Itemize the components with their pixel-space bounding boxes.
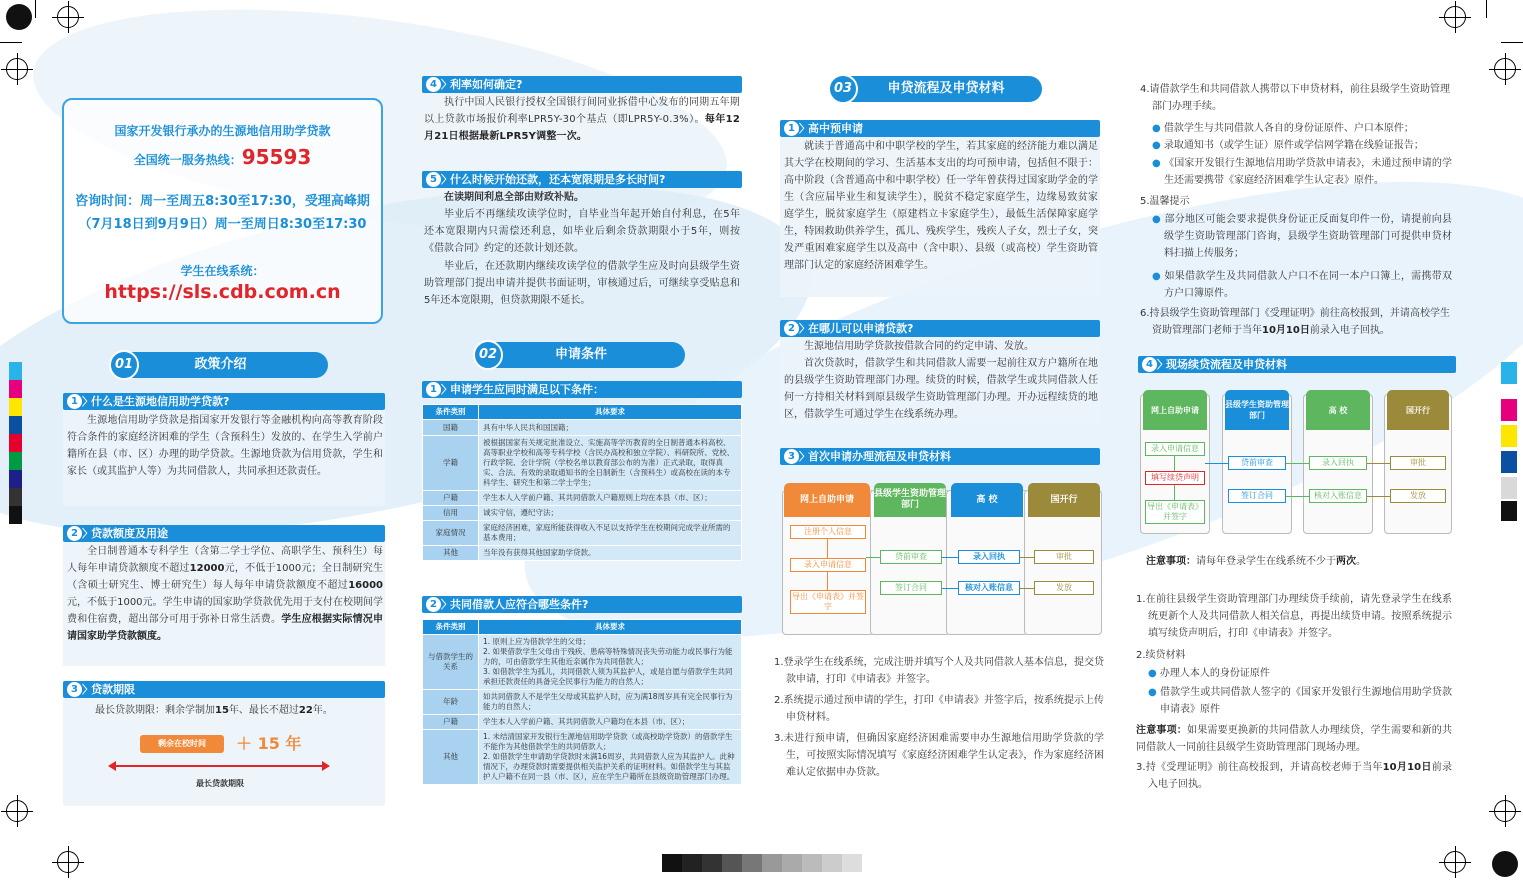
table-cell-value: 学生本人入学前户籍、其共同借款人户籍均在本县（市、区）； bbox=[479, 715, 742, 730]
corner-line bbox=[1501, 42, 1523, 43]
s3c1-body: 就读于普通高中和中职学校的学生，若其家庭的经济能力难以满足其大学在校期间的学习、生活基本支出的均可预申请，包括但不限于：高中阶段（含普通高中和中职学校）任一学年曾获得过国家助学金的学生（含应届毕业生和复读学生），脱贫不稳定家庭学生，边缘易致贫家庭学生，脱贫家庭学生（原建档立卡家庭学生），最低生活保障家庭学生，特困救助供养学生，孤儿、残疾学生，残疾人子女，烈士子女，突发严重困难家庭学生以及高中（含中职）、县级（或高校）学生资助管理部门认定的家庭经济困难学生。 bbox=[784, 141, 1098, 271]
section-number: 02 bbox=[473, 340, 503, 370]
table-row bbox=[423, 491, 742, 506]
flow-step: 签订合同 bbox=[1228, 489, 1286, 503]
remaining-time-pill: 剩余在校时间 bbox=[140, 735, 224, 753]
grayscale-step bbox=[802, 854, 822, 872]
registration-mark bbox=[1494, 58, 1516, 80]
table-row bbox=[423, 546, 742, 561]
color-bar bbox=[9, 434, 22, 452]
q4-bold: 每年12月21日根据最新LPR5Y调整一次。 bbox=[424, 114, 740, 142]
table-cell-value: 1. 原则上应为借款学生的父母； 2. 如果借款学生父母由于残疾、患病等特殊情况丧失劳动能力或民事行为能力的，可由借款学生其他近亲属作为共同借款人； 3. 如借款学生为孤儿，共同借款人须为其监护人，或是自愿与借款学生共同承担还款责任的具备完全民事行为能力的自然人； bbox=[479, 635, 742, 690]
bullet-text: 如果借款学生及共同借款人户口不在同一本户口簿上，需携带双方户口簿原件。 bbox=[1164, 271, 1453, 299]
color-bar bbox=[9, 398, 22, 416]
chevron-icon: 〉 bbox=[441, 173, 452, 186]
step-date: 10月10日 bbox=[1382, 762, 1432, 773]
first-apply-flowchart bbox=[782, 480, 1102, 635]
flow-step: 贷前审查 bbox=[880, 550, 942, 564]
q1-body: 生源地信用助学贷款是指国家开发银行等金融机构向高等教育阶段符合条件的家庭经济困难的学生（含预科生）发放的、在学生入学前户籍所在县（市、区）办理的助学贷款。生源地贷款为信用贷款，学生和家长（或其监护人等）为共同借款人，共同承担还款责任。 bbox=[67, 415, 383, 477]
renewal-bullet bbox=[1148, 665, 1452, 682]
q5-bold: 在读期间利息全部由财政补贴。 bbox=[444, 192, 584, 203]
flow-step: 录入申请信息 bbox=[790, 558, 866, 572]
term-arrow-label: 最长贷款期限 bbox=[196, 779, 244, 788]
s3c2-para-2: 首次贷款时，借款学生和共同借款人需要一起前往双方户籍所在地的县级学生资助管理部门办理。续贷的时候，借款学生或共同借款人任何一方持相关材料到原县级学生资助管理部门办理。开办远程续贷的地区，借款学生可通过学生在线系统办理。 bbox=[784, 358, 1098, 420]
table-row bbox=[423, 690, 742, 715]
hotline-line bbox=[64, 142, 381, 173]
student-conditions-table bbox=[422, 404, 742, 561]
s3c1-title: 高中预申请 bbox=[808, 122, 863, 135]
table-row bbox=[423, 715, 742, 730]
grayscale-step bbox=[762, 854, 782, 872]
table-row bbox=[423, 635, 742, 690]
q3-body bbox=[95, 702, 381, 719]
note-bold: 两次 bbox=[1336, 556, 1356, 567]
grayscale-step bbox=[782, 854, 802, 872]
note-text: 。 bbox=[1356, 556, 1366, 567]
renewal-step-2: 2.续贷材料 bbox=[1136, 650, 1186, 661]
flow-step: 核对入账信息 bbox=[958, 581, 1020, 595]
table-cell-value: 1. 未结清国家开发银行生源地信用助学贷款（或高校助学贷款）的借款学生不能作为其他借款学生的共同借款人； 2. 如借款学生申请助学贷款时未满16周岁，共同借款人应为其监护人。此种情况下，办理贷款时需要提供相关监护关系的证明材料。如借款学生与其监护人户籍不在同一县（市、区），应在学生户籍所在县级资助管理部门办理。 bbox=[479, 730, 742, 785]
bullet-text: 录取通知书（或学生证）原件或学信网学籍在线验证报告； bbox=[1163, 140, 1424, 151]
bullet-icon: ● bbox=[1148, 687, 1161, 698]
s3c2-para-1: 生源地信用助学贷款按借款合同的约定申请、发放。 bbox=[804, 341, 1034, 352]
section-title: 申贷流程及申贷材料 bbox=[887, 81, 1005, 96]
q2-title: 贷款额度及用途 bbox=[91, 527, 168, 540]
q2-amount-1: 12000 bbox=[189, 563, 225, 574]
q4-number: 4 bbox=[426, 77, 441, 92]
flow-connector bbox=[1367, 463, 1390, 464]
bullet-text: 借款学生或共同借款人签字的《国家开发银行生源地信用助学贷款申请表》原件 bbox=[1160, 687, 1453, 715]
flow-connector bbox=[827, 572, 828, 590]
renewal-bullet bbox=[1148, 684, 1452, 718]
q5-header bbox=[422, 171, 742, 188]
grayscale-step bbox=[822, 854, 842, 872]
renewal-header bbox=[1138, 356, 1456, 373]
bullet-icon: ● bbox=[1152, 271, 1165, 282]
step-5-bullet bbox=[1152, 268, 1452, 302]
flow-header: 县级学生资助管理部门 bbox=[874, 483, 946, 517]
color-bar bbox=[9, 470, 22, 488]
flow-connector bbox=[942, 588, 958, 589]
chevron-icon: 〉 bbox=[799, 450, 810, 463]
color-bar bbox=[9, 506, 22, 524]
arrow-right-icon bbox=[322, 761, 330, 771]
flow-step: 审批 bbox=[1034, 550, 1094, 564]
flow-step: 核对入账信息 bbox=[1309, 489, 1367, 503]
hotline-label: 全国统一服务热线： bbox=[133, 153, 242, 167]
renewal-note bbox=[1136, 722, 1452, 756]
q4-body bbox=[424, 94, 740, 145]
color-bar bbox=[1501, 362, 1517, 384]
s3c3-number: 3 bbox=[784, 449, 799, 464]
q3-text: 最长贷款期限：剩余学制加 bbox=[95, 705, 215, 716]
c2-header bbox=[422, 596, 742, 613]
renewal-flowchart bbox=[1140, 390, 1460, 535]
flow-step: 导出《申请表》并签字 bbox=[790, 590, 866, 614]
color-bar bbox=[9, 380, 22, 398]
chevron-icon: 〉 bbox=[441, 383, 452, 396]
s3c2-header bbox=[780, 320, 1100, 337]
chevron-icon: 〉 bbox=[82, 683, 93, 696]
c2-title: 共同借款人应符合哪些条件? bbox=[450, 598, 589, 611]
table-cell-value: 具有中华人民共和国国籍； bbox=[479, 420, 742, 436]
renewal-number: 4 bbox=[1142, 357, 1157, 372]
s3c3-title: 首次申请办理流程及申贷材料 bbox=[808, 450, 951, 463]
renewal-step-1: 1.在前往县级学生资助管理部门办理续贷手续前，请先登录学生在线系统更新个人及共同借款人相关信息，再提出续贷申请。按照系统提示填写续贷声明后，打印《申请表》并签字。 bbox=[1136, 594, 1452, 639]
table-row bbox=[423, 521, 742, 546]
renewal-step-3 bbox=[1136, 759, 1452, 793]
color-bar bbox=[1501, 399, 1517, 421]
table-header: 具体要求 bbox=[479, 620, 742, 635]
table-cell-value: 如共同借款人不是学生父母或其监护人时，应为满18周岁具有完全民事行为能力的自然人； bbox=[479, 690, 742, 715]
annual-login-note bbox=[1146, 553, 1456, 570]
step-5-bullet bbox=[1152, 211, 1452, 262]
corner-line bbox=[0, 42, 22, 43]
registration-mark bbox=[57, 851, 79, 873]
table-row bbox=[423, 506, 742, 521]
s3c3-header bbox=[780, 448, 1100, 465]
q4-title: 利率如何确定? bbox=[450, 78, 523, 91]
renewal-title: 现场续贷流程及申贷材料 bbox=[1166, 358, 1287, 371]
q2-body bbox=[67, 543, 383, 645]
q3-years-1: 15 bbox=[215, 705, 229, 716]
bullet-icon: ● bbox=[1152, 123, 1164, 134]
corner-dot bbox=[6, 4, 32, 30]
flow-connector bbox=[866, 557, 880, 558]
color-bar bbox=[1501, 425, 1517, 447]
corner-dot bbox=[1492, 851, 1518, 877]
grayscale-step bbox=[722, 854, 742, 872]
corner-line bbox=[1486, 0, 1487, 18]
flow-header: 国开行 bbox=[1387, 390, 1449, 430]
hours-line-2: （7月18日到9月9日）周一至周日8:30至17:30 bbox=[78, 217, 367, 232]
hotline-title: 国家开发银行承办的生源地信用助学贷款 bbox=[114, 124, 331, 138]
q4-text: 执行中国人民银行授权全国银行间同业拆借中心发布的同期五年期以上贷款市场报价利率LPR5Y-30个基点（即LPR5Y-0.3%）。 bbox=[424, 97, 740, 125]
table-cell-value: 当年没有获得其他国家助学贷款。 bbox=[479, 546, 742, 561]
q2-text: 元，不低于1000元。学生申请的国家助学贷款优先用于支付在校期间学费和住宿费，超出部分可用于弥补日常生活费。 bbox=[67, 597, 383, 625]
flow-step-text-3: 3.未进行预申请，但确因家庭经济困难需要申办生源地信用助学贷款的学生，可按照实际情况填写《家庭经济困难学生认定表》，作为家庭经济困难认定依据申办贷款。 bbox=[774, 733, 1104, 778]
flow-step: 发放 bbox=[1034, 581, 1094, 595]
bullet-text: 部分地区可能会要求提供身份证正反面复印件一份，请提前向县级学生资助管理部门咨询，县级学生资助管理部门可提供申贷材料扫描上传服务； bbox=[1164, 214, 1453, 259]
flow-header: 网上自助申请 bbox=[784, 483, 870, 517]
table-cell-value: 被根据国家有关规定批准设立、实施高等学历教育的全日制普通本科高校、高等职业学校和高等专科学校（含民办高校和独立学院）、科研院所、党校、行政学院、会计学院（学校名单以教育部公布的为准）正式录取，取得真实、合法、有效的录取通知书的全日制新生（含预科生）或高校在读的本专科学生、研究生和第二学士学生； bbox=[479, 436, 742, 491]
co-borrower-table bbox=[422, 619, 742, 785]
chevron-icon: 〉 bbox=[799, 322, 810, 335]
flow-step: 签订合同 bbox=[880, 581, 942, 595]
bullet-icon: ● bbox=[1152, 140, 1164, 151]
step-4-bullet bbox=[1152, 137, 1452, 154]
flow-connector bbox=[1020, 557, 1034, 558]
registration-mark bbox=[1444, 851, 1466, 873]
q5-para-1: 毕业后不再继续攻读学位时，自毕业当年起开始自付利息，在5年还本宽限期内只需偿还利息，如毕业后剩余贷款期限小于5年，则按《借款合同》约定的还款计划还款。 bbox=[424, 209, 740, 254]
chevron-icon: 〉 bbox=[799, 122, 810, 135]
q1-title: 什么是生源地信用助学贷款? bbox=[91, 395, 230, 408]
flow-connector bbox=[827, 539, 828, 558]
step-text: 3.持《受理证明》前往高校报到，并请高校老师于当年 bbox=[1136, 762, 1383, 773]
flow-connector bbox=[1174, 485, 1175, 500]
table-cell-key: 信用 bbox=[423, 506, 479, 521]
note-text: 如果需要更换新的共同借款人办理续贷，学生需要和新的共同借款人一同前往县级学生资助管理部门现场办理。 bbox=[1136, 725, 1452, 753]
color-bar bbox=[1501, 477, 1517, 499]
q1-number: 1 bbox=[67, 394, 82, 409]
flow-connector bbox=[1286, 463, 1309, 464]
q5-para-2: 毕业后，在还款期内继续攻读学位的借款学生应及时向县级学生资助管理部门提出申请并提供书面证明，审核通过后，可继续享受贴息和5年还本宽限期，但贷款期限不延长。 bbox=[424, 261, 740, 306]
hotline-box bbox=[62, 98, 383, 324]
q3-header bbox=[63, 681, 385, 698]
flow-header: 高 校 bbox=[1306, 390, 1370, 430]
table-cell-key: 其他 bbox=[423, 546, 479, 561]
step-5: 5.温馨提示 bbox=[1140, 196, 1190, 207]
step-6-date: 10月10日 bbox=[1262, 325, 1310, 336]
table-cell-value: 诚实守信，遵纪守法； bbox=[479, 506, 742, 521]
chevron-icon: 〉 bbox=[82, 527, 93, 540]
flow-step: 发放 bbox=[1390, 489, 1446, 503]
q3-number: 3 bbox=[67, 682, 82, 697]
chevron-icon: 〉 bbox=[82, 395, 93, 408]
table-row bbox=[423, 436, 742, 491]
q2-text: 全日制普通本专科学生（含第二学士学位、高职学生、预科生）每人每年申请贷款额度不超过 bbox=[67, 546, 383, 574]
step-6-text: 前录入电子回执。 bbox=[1309, 325, 1390, 336]
flow-header: 网上自助申请 bbox=[1143, 390, 1207, 430]
q3-years-2: 22 bbox=[298, 705, 313, 716]
section-01-header bbox=[113, 352, 328, 378]
bullet-icon: ● bbox=[1152, 158, 1165, 169]
s3c1-number: 1 bbox=[784, 121, 799, 136]
q3-title: 贷款期限 bbox=[91, 683, 135, 696]
registration-mark bbox=[6, 800, 28, 822]
chevron-icon: 〉 bbox=[1157, 358, 1168, 371]
c1-title: 申请学生应同时满足以下条件： bbox=[450, 383, 604, 396]
flow-header: 县级学生资助管理部门 bbox=[1225, 390, 1289, 430]
table-cell-value: 家庭经济困难，家庭所能获得收入不足以支持学生在校期间完成学业所需的基本费用； bbox=[479, 521, 742, 546]
step-text: 前录入电子回执。 bbox=[1148, 762, 1452, 790]
bullet-text: 办理人本人的身份证原件 bbox=[1159, 668, 1270, 679]
flow-header: 高 校 bbox=[951, 483, 1023, 517]
q5-number: 5 bbox=[426, 172, 441, 187]
s3c2-number: 2 bbox=[784, 321, 799, 336]
table-cell-key: 户籍 bbox=[423, 491, 479, 506]
flow-step-text-1: 1.登录学生在线系统，完成注册并填写个人及共同借款人基本信息，提交贷款申请，打印《申请表》并签字。 bbox=[774, 657, 1104, 685]
registration-mark bbox=[57, 6, 79, 28]
flow-header: 国开行 bbox=[1028, 483, 1100, 517]
corner-line bbox=[35, 0, 36, 18]
system-url[interactable]: https://sls.cdb.com.cn bbox=[104, 281, 341, 303]
color-bar bbox=[9, 416, 22, 434]
step-6 bbox=[1140, 305, 1450, 339]
table-cell-value: 学生本人入学前户籍、其共同借款人户籍原则上均在本县（市、区）； bbox=[479, 491, 742, 506]
table-row bbox=[423, 420, 742, 436]
flow-step: 录入申请信息 bbox=[1145, 442, 1205, 456]
bullet-text: 借款学生与共同借款人各自的身份证原件、户口本原件； bbox=[1163, 123, 1414, 134]
grayscale-step bbox=[682, 854, 702, 872]
note-text: 请每年登录学生在线系统不少于 bbox=[1196, 556, 1336, 567]
section-02-header bbox=[477, 342, 685, 368]
color-bar bbox=[9, 452, 22, 470]
grayscale-step bbox=[702, 854, 722, 872]
flow-step: 贷前审查 bbox=[1228, 456, 1286, 470]
q1-header bbox=[63, 393, 385, 410]
table-cell-key: 户籍 bbox=[423, 715, 479, 730]
flow-step-text-2: 2.系统提示通过预申请的学生，打印《申请表》并签字后，按系统提示上传申贷材料。 bbox=[774, 695, 1104, 723]
s3c2-title: 在哪儿可以申请贷款? bbox=[808, 322, 914, 335]
section-title: 申请条件 bbox=[554, 347, 607, 362]
q2-text: 元，不低于1000元；全日制研究生（含硕士研究生、博士研究生）每人每年申请贷款额度不超过 bbox=[67, 563, 383, 591]
flow-connector bbox=[1367, 496, 1390, 497]
bullet-text: 《国家开发银行生源地信用助学贷款申请表》，未通过预申请的学生还需要携带《家庭经济困难学生认定表》原件。 bbox=[1164, 158, 1453, 186]
table-cell-key: 年龄 bbox=[423, 690, 479, 715]
color-bar bbox=[1501, 501, 1517, 521]
q3-text: 年、最长不超过 bbox=[228, 705, 299, 716]
arrow-left-icon bbox=[108, 761, 116, 771]
table-cell-key: 与借款学生的关系 bbox=[423, 635, 479, 690]
flow-step: 审批 bbox=[1390, 456, 1446, 470]
q3-text: 年。 bbox=[312, 705, 333, 716]
color-bar bbox=[1501, 451, 1517, 473]
q2-number: 2 bbox=[67, 526, 82, 541]
q4-header bbox=[422, 76, 742, 93]
section-title: 政策介绍 bbox=[194, 357, 247, 372]
c1-number: 1 bbox=[426, 382, 441, 397]
step-4-bullet bbox=[1152, 120, 1452, 137]
note-label: 注意事项： bbox=[1146, 556, 1196, 567]
section-number: 03 bbox=[828, 74, 858, 104]
flow-connector bbox=[1174, 456, 1175, 471]
table-cell-key: 学籍 bbox=[423, 436, 479, 491]
grayscale-step bbox=[662, 854, 682, 872]
bullet-icon: ● bbox=[1152, 214, 1165, 225]
table-cell-key: 国籍 bbox=[423, 420, 479, 436]
table-cell-key: 家庭情况 bbox=[423, 521, 479, 546]
s3c1-header bbox=[780, 120, 1100, 137]
q2-header bbox=[63, 525, 385, 542]
hotline-number: 95593 bbox=[241, 145, 312, 169]
registration-mark bbox=[1444, 6, 1466, 28]
registration-mark bbox=[1494, 800, 1516, 822]
color-bar bbox=[9, 362, 22, 380]
table-row bbox=[423, 730, 742, 785]
flow-connector bbox=[942, 557, 958, 558]
section-number: 01 bbox=[109, 350, 139, 380]
table-header: 条件类别 bbox=[423, 620, 479, 635]
grayscale-step bbox=[842, 854, 862, 872]
flow-step: 录入回执 bbox=[958, 550, 1020, 564]
chevron-icon: 〉 bbox=[441, 78, 452, 91]
registration-mark bbox=[6, 58, 28, 80]
c1-header bbox=[422, 381, 742, 398]
note-label: 注意事项： bbox=[1136, 725, 1187, 736]
hours-line-1: 咨询时间：周一至周五8:30至17:30，受理高峰期 bbox=[75, 194, 370, 209]
color-bar bbox=[9, 488, 22, 506]
q2-bold: 学生应根据实际情况申请国家助学贷款额度。 bbox=[67, 614, 384, 642]
system-label: 学生在线系统： bbox=[180, 264, 265, 278]
grayscale-step bbox=[742, 854, 762, 872]
q2-amount-2: 16000 bbox=[348, 580, 383, 591]
term-arrow bbox=[110, 765, 325, 767]
table-cell-key: 其他 bbox=[423, 730, 479, 785]
table-header: 具体要求 bbox=[479, 405, 742, 420]
section-03-header bbox=[832, 76, 1042, 102]
flow-connector bbox=[1205, 463, 1228, 464]
bullet-icon: ● bbox=[1148, 668, 1160, 679]
step-6-text: 6.持县级学生资助管理部门《受理证明》前往高校报到，并请高校学生资助管理部门老师于当年 bbox=[1140, 308, 1450, 336]
chevron-icon: 〉 bbox=[441, 598, 452, 611]
flow-step: 录入回执 bbox=[1309, 456, 1367, 470]
flow-connector bbox=[1020, 588, 1034, 589]
flow-connector bbox=[1286, 496, 1309, 497]
step-4-bullet bbox=[1152, 155, 1452, 189]
table-header: 条件类别 bbox=[423, 405, 479, 420]
q5-title: 什么时候开始还款，还本宽限期是多长时间? bbox=[450, 173, 666, 186]
step-4: 4.请借款学生和共同借款人携带以下申贷材料，前往县级学生资助管理部门办理手续。 bbox=[1140, 84, 1450, 112]
flow-step: 导出《申请表》并签字 bbox=[1145, 500, 1205, 524]
c2-number: 2 bbox=[426, 597, 441, 612]
flow-step: 注册个人信息 bbox=[790, 525, 866, 539]
flow-step: 填写续贷声明 bbox=[1145, 471, 1205, 485]
plus-15-years: ＋ 15 年 bbox=[236, 734, 302, 753]
